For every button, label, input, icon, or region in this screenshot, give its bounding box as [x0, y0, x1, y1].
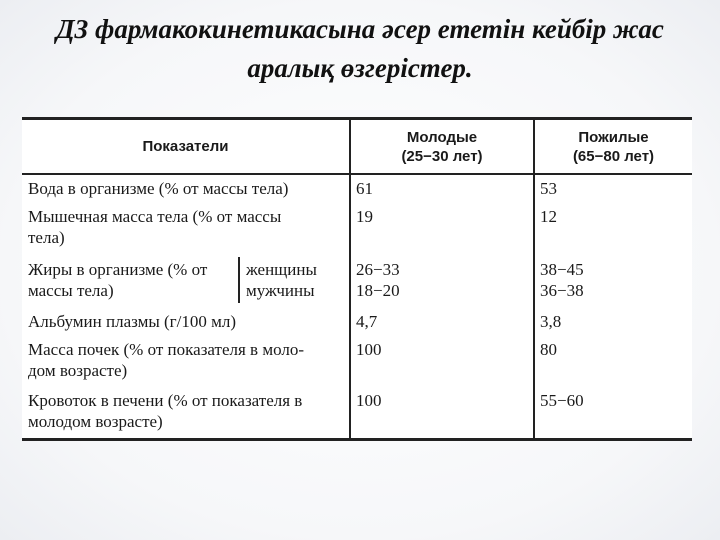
row-albumin-young: 4,7 [356, 312, 378, 331]
row-muscle-old: 12 [540, 207, 557, 226]
row-kidney-label-1: Масса почек (% от показателя в моло- [28, 340, 304, 359]
header-old-line-1: Пожилые [578, 128, 649, 146]
row-fat-sub-women: женщины [246, 260, 317, 279]
row-fat-label-1: Жиры в организме (% от [28, 260, 208, 279]
header-old-line-2: (65−80 лет) [572, 147, 655, 165]
row-water-label: Вода в организме (% от массы тела) [28, 179, 289, 198]
subgroup-bracket [238, 257, 240, 303]
row-fat-old-women: 38−45 [540, 260, 584, 279]
row-liver-old: 55−60 [540, 391, 584, 410]
slide-title-line-2: аралық өзгерістер. [247, 53, 473, 83]
row-muscle-young: 19 [356, 207, 373, 226]
row-water-old: 53 [540, 179, 557, 198]
slide-title [20, 10, 700, 88]
row-kidney-label-2: дом возрасте) [28, 361, 128, 380]
header-young-line-1: Молодые [406, 128, 478, 146]
row-water-young: 61 [356, 179, 373, 198]
row-kidney-young: 100 [356, 340, 382, 359]
slide-title-line-1: ДЗ фармакокинетикасына әсер ететін кейбір жас [56, 14, 664, 44]
row-fat-sub-men: мужчины [246, 281, 315, 300]
row-albumin-label: Альбумин плазмы (г/100 мл) [28, 312, 237, 331]
row-fat-label-2: массы тела) [28, 281, 114, 300]
row-muscle-label-1: Мышечная масса тела (% от массы [28, 207, 282, 226]
age-changes-table [22, 117, 692, 441]
header-indicator: Показатели [142, 138, 229, 155]
row-fat-young-women: 26−33 [356, 260, 400, 279]
header-young-line-2: (25−30 лет) [401, 147, 483, 165]
row-liver-young: 100 [356, 391, 382, 410]
row-fat-young-men: 18−20 [356, 281, 400, 300]
header-old [535, 120, 692, 173]
row-kidney-old: 80 [540, 340, 557, 359]
row-fat-old-men: 36−38 [540, 281, 584, 300]
row-muscle-label-2: тела) [28, 228, 65, 247]
row-albumin-old: 3,8 [540, 312, 562, 331]
header-divider [22, 173, 692, 175]
header-young [351, 120, 533, 173]
row-liver-label-1: Кровоток в печени (% от показателя в [28, 391, 303, 410]
row-liver-label-2: молодом возрасте) [28, 412, 163, 431]
